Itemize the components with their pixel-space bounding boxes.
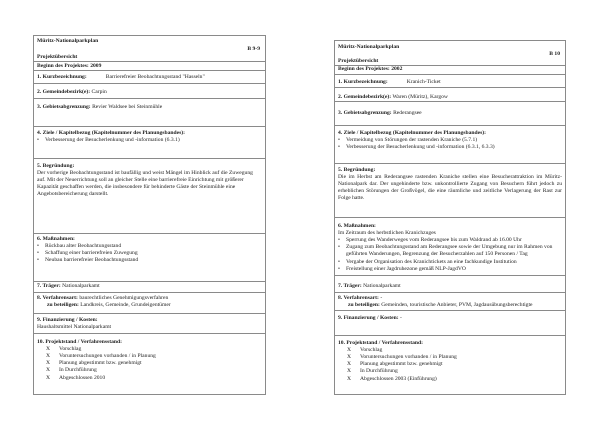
project-sheet-right (334, 40, 566, 395)
area-value: Revier Waldsee bei Steinmühle (92, 103, 163, 110)
sheet-code: B 10 (549, 50, 560, 57)
area-row (34, 98, 265, 126)
measure-item: • Freistellung einer Jagdruhezone gemäß NLP-JagdVO (338, 266, 562, 273)
status-row (335, 335, 565, 394)
financing-row (34, 313, 265, 333)
reason-label: 5. Begründung: (37, 162, 75, 169)
status-label: 10. Projektstand / Verfahrensstand: (37, 338, 122, 345)
participants-label: zu beteiligen: (348, 301, 380, 308)
reason-label: 5. Begründung: (338, 166, 376, 173)
districts-row (335, 87, 565, 101)
status-item (338, 368, 562, 375)
measure-item: • Neubau barrierefreier Beobachtungsstand (37, 257, 262, 264)
measure-item: • Zugang zum Beobachtungsstand am Rederangsee sowie der Umgebung nur im Rahmen von geführten Wanderungen, Begrenzung der Besucherzahlen auf 150 Personen / Tag (338, 244, 562, 258)
financing-value: Haushaltsmittel Nationalparkamt (37, 323, 112, 330)
status-text: Abgeschlossen 2003 (Einführung) (360, 375, 437, 382)
financing-value: - (400, 314, 402, 321)
status-text: Planung abgestimmt bzw. genehmigt (360, 361, 443, 368)
operator-label: 7. Träger: (338, 282, 362, 289)
districts-value: Carpin (91, 88, 107, 95)
financing-label: 9. Finanzierung / Kosten: (338, 314, 399, 321)
reason-text: Die im Herbst am Rederangsee rastenden Kraniche stellen eine Besucherattraktion im Müritz-Nationalpark dar. Der ungehinderte bzw. unkontrollierte Zugang von Besuchern führt jedoch zu erheblichen Störungen der Großvögel, die eine räumliche und zeitliche Verlagerung der Rast zur Folge hatte. (338, 173, 562, 202)
status-row (34, 333, 265, 394)
status-text: In Durchführung (360, 368, 398, 375)
goals-row (34, 126, 265, 158)
plan-title: Müritz-Nationalparkplan (338, 43, 400, 50)
measure-item: • Rückbau alter Beobachtungsstand (37, 243, 262, 250)
status-mark: X (46, 360, 51, 367)
status-label: 10. Projektstand / Verfahrensstand: (338, 339, 423, 346)
status-text: Voruntersuchungen vorhanden / in Planung (360, 353, 457, 360)
status-mark: X (46, 367, 51, 374)
procedure-value: baurechtliches Genehmigungsverfahren (79, 294, 169, 301)
reason-text: Der vorherige Beobachtungsstand ist baufällig und weist Mängel im Hinblick auf die Zuwegung auf. Mit der Neuerrichtung soll an gleicher Stelle eine barrierefreie Einrichtung mit größerer Kapazität geschaffen werden, die insbesondere für behinderte Gäste der Steinmühle eine Angebotsbereicherung darstellt. (37, 169, 253, 198)
procedure-row (34, 292, 265, 313)
procedure-row (335, 292, 565, 310)
designation-label: 1. Kurzbezeichnung: (338, 78, 388, 85)
operator-row (34, 281, 265, 292)
status-text: Planung abgestimmt bzw. genehmigt (59, 360, 142, 367)
designation-row (335, 74, 565, 87)
status-mark: X (347, 361, 352, 368)
sheet-subtitle: Projektübersicht (37, 53, 78, 60)
sheet-header (335, 41, 565, 65)
status-text: Vorschlag (360, 346, 383, 353)
status-mark: X (46, 345, 51, 352)
status-item (37, 353, 262, 360)
status-item (338, 376, 562, 383)
goal-item: • Verbesserung der Besucherlenkung und -information (6.3.1) (37, 137, 262, 144)
operator-label: 7. Träger: (37, 282, 61, 289)
measures-label: 6. Maßnahmen: (338, 222, 376, 229)
operator-value: Nationalparkamt (363, 282, 401, 289)
project-start-label: Beginn des Projektes: (338, 66, 390, 72)
operator-row (335, 275, 565, 292)
status-mark: X (46, 352, 51, 359)
districts-label: 2. Gemeindebezirk(e): (37, 88, 91, 95)
status-item (338, 347, 562, 354)
project-start-label: Beginn des Projektes: (37, 62, 89, 69)
procedure-line (338, 295, 562, 302)
operator-value: Nationalparkamt (62, 282, 100, 289)
procedure-label: 8. Verfahrensart: (37, 294, 78, 301)
participants-value: Landkreis, Gemeinde, Grundeigentümer (80, 301, 171, 308)
designation-value: Kranich-Ticket (406, 78, 441, 85)
status-item (338, 354, 562, 361)
status-item (37, 375, 262, 382)
measure-item: • Sperrung des Wanderweges vom Rederangsee bis zum Waldrand ab 16.00 Uhr (338, 237, 562, 244)
participants-line (37, 302, 262, 309)
goal-item: • Verbesserung der Besucherlenkung und -information (6.3.1, 6.3.3) (338, 144, 562, 151)
procedure-label: 8. Verfahrensart: (338, 294, 379, 301)
districts-row (34, 83, 265, 98)
participants-value: Gemeinden, touristische Anbieter, PVM, Jagdausübungsberechtigte (381, 301, 533, 308)
area-row (335, 101, 565, 125)
designation-row (34, 70, 265, 83)
status-mark: X (46, 374, 51, 381)
status-mark: X (347, 375, 352, 382)
sheet-subtitle: Projektübersicht (338, 57, 379, 64)
reason-row (335, 163, 565, 217)
status-text: Voruntersuchungen vorhanden / in Planung (59, 352, 156, 359)
procedure-line (37, 295, 262, 302)
project-sheet-left (33, 35, 266, 395)
measures-row (335, 217, 565, 275)
measures-row (34, 233, 265, 281)
measure-item: • Vergabe der Organisation des Kranichtickets an eine fachkundige Institution (338, 259, 562, 266)
districts-value: Waren (Müritz), Kargow (392, 93, 448, 100)
status-mark: X (347, 346, 352, 353)
designation-value: Barrierefreier Beobachtungsstand "Hasseln" (105, 73, 205, 80)
measure-item: • Schaffung einer barrierefreien Zuwegung (37, 250, 262, 257)
goals-label: 4. Ziele / Kapitelbezug (Kapitelnummer des Planungsbandes): (338, 129, 486, 136)
status-mark: X (347, 368, 352, 375)
procedure-value: - (380, 294, 383, 301)
districts-label: 2. Gemeindebezirk(e): (338, 93, 392, 100)
project-start-value: 2002 (391, 66, 403, 72)
reason-row (34, 158, 265, 233)
status-item (37, 367, 262, 374)
goal-item: • Vermeidung von Störungen der rastenden Kraniche (5.7.1) (338, 137, 562, 144)
designation-label: 1. Kurzbezeichnung: (37, 73, 87, 80)
area-label: 3. Gebietsabgrenzung: (338, 109, 392, 116)
financing-row (335, 310, 565, 335)
sheet-code: B 9-9 (247, 45, 260, 52)
project-start-row (335, 65, 565, 74)
project-start-row (34, 61, 265, 70)
project-start-value: 2009 (90, 62, 102, 69)
status-mark: X (347, 353, 352, 360)
area-label: 3. Gebietsabgrenzung: (37, 103, 91, 110)
plan-title: Müritz-Nationalparkplan (37, 37, 99, 44)
status-text: In Durchführung (59, 367, 97, 374)
participants-label: zu beteiligen: (47, 301, 79, 308)
status-text: Abgeschlossen 2010 (59, 374, 106, 381)
measures-intro: Im Zeitraum des herbstlichen Kranichzuges (338, 229, 436, 236)
measures-label: 6. Maßnahmen: (37, 235, 75, 242)
participants-line (338, 302, 562, 309)
financing-label: 9. Finanzierung / Kosten: (37, 316, 98, 323)
goals-row (335, 125, 565, 163)
status-item (37, 346, 262, 353)
area-value: Rederangsee (393, 109, 422, 116)
status-text: Vorschlag (59, 345, 82, 352)
goals-label: 4. Ziele / Kapitelbezug (Kapitelnummer des Planungsbandes): (37, 129, 185, 136)
sheet-header (34, 36, 265, 61)
